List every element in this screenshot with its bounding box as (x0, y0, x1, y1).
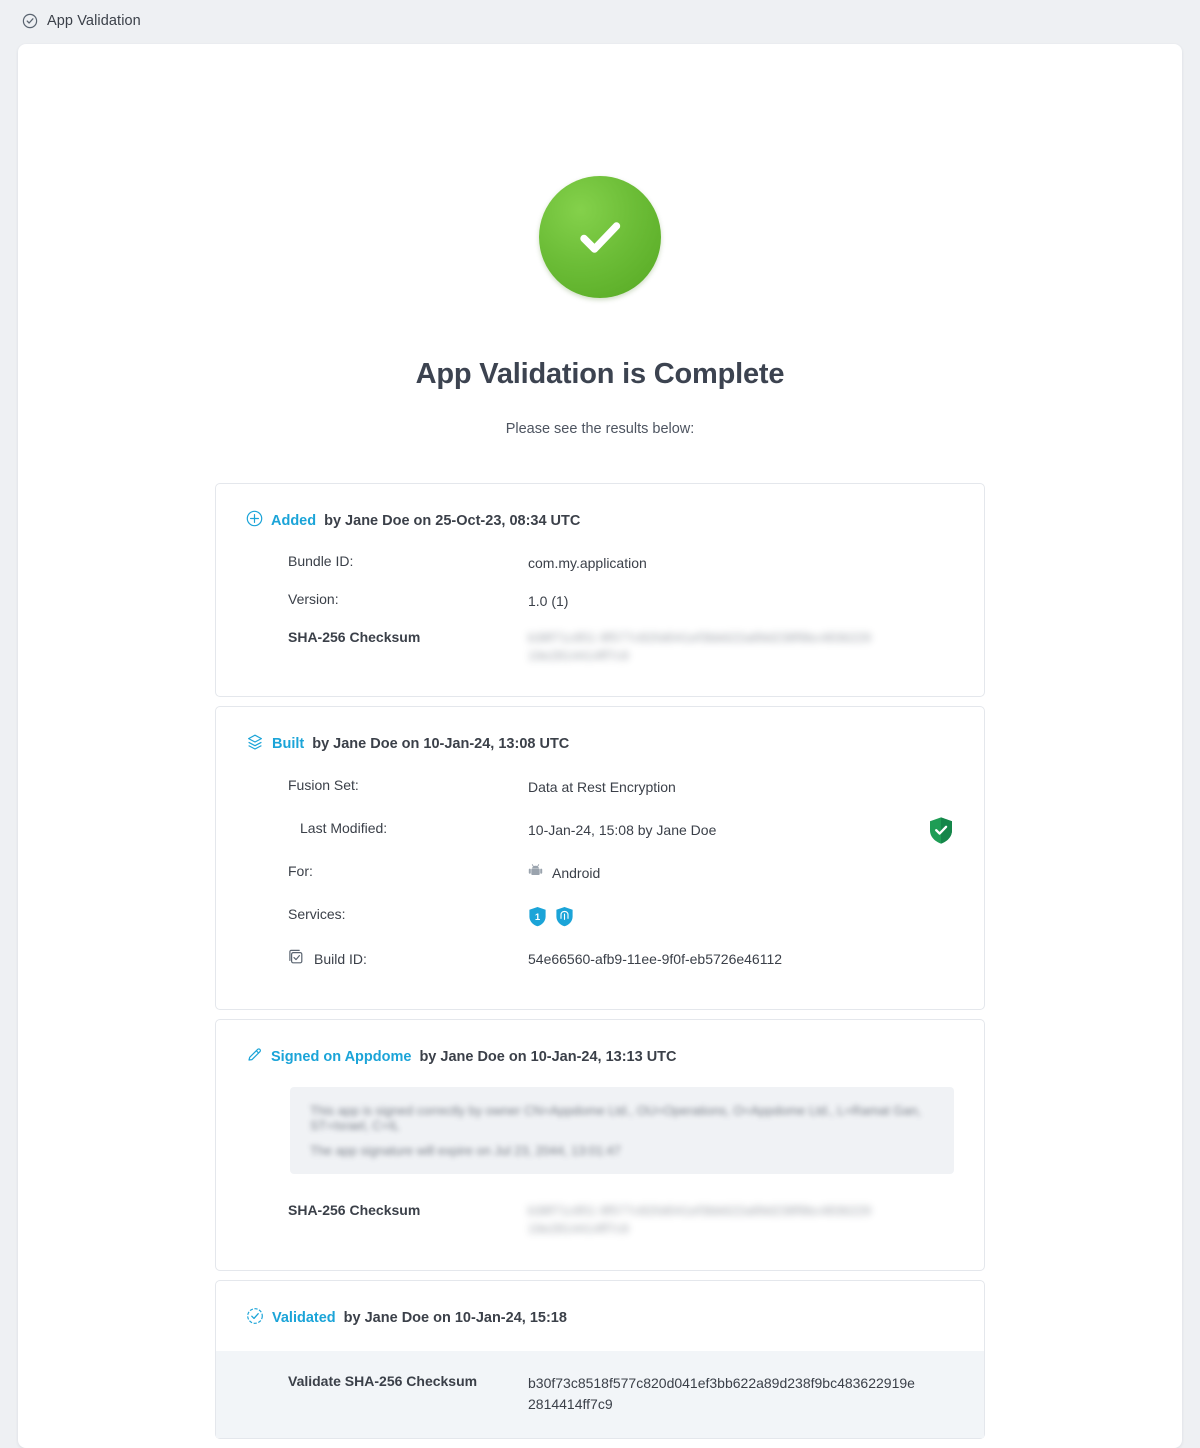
row-bundle-id (216, 553, 984, 582)
row-label: Validate SHA-256 Checksum (288, 1372, 478, 1389)
row-value (528, 1202, 954, 1238)
section-label: Added (271, 512, 317, 529)
section-meta: by Jane Doe on 10-Jan-24, 13:08 UTC (312, 736, 570, 753)
row-label-wrap (246, 949, 528, 969)
results-sections (215, 483, 985, 1439)
svg-text:1: 1 (534, 912, 541, 924)
section-validated (215, 1280, 985, 1439)
shield-one-icon[interactable] (528, 906, 547, 932)
row-validate-sha256 (216, 1351, 984, 1438)
plus-circle-icon (246, 510, 263, 531)
row-label: SHA-256 Checksum (288, 1202, 421, 1219)
success-check-icon (539, 176, 661, 298)
hero (18, 44, 1182, 437)
page-title: App Validation (47, 13, 141, 29)
row-label: Fusion Set: (288, 777, 359, 794)
row-value: com.my.application (528, 555, 647, 571)
section-added (215, 483, 985, 697)
check-circle-icon (22, 13, 38, 29)
section-header (216, 504, 984, 531)
signature-line-2: The app signature will expire on Jul 23, 2044, 13:01:47 (310, 1143, 621, 1159)
row-label: For: (288, 863, 313, 880)
main-card (18, 44, 1182, 1448)
row-services (216, 906, 984, 935)
row-sha256-checksum (216, 629, 984, 665)
hero-subtitle: Please see the results below: (505, 421, 695, 437)
row-value (528, 863, 954, 883)
signature-info-box (290, 1087, 954, 1174)
platform-label: Android (552, 865, 601, 882)
row-label: Services: (288, 906, 346, 923)
row-fusion-set (216, 777, 984, 806)
section-meta: by Jane Doe on 10-Jan-24, 13:13 UTC (419, 1048, 677, 1065)
section-rows (216, 553, 984, 665)
row-value (528, 906, 954, 932)
pen-icon (246, 1046, 263, 1067)
build-id-icon (288, 949, 305, 969)
section-meta: by Jane Doe on 25-Oct-23, 08:34 UTC (324, 512, 581, 529)
row-label: Bundle ID: (288, 553, 354, 569)
shield-check-icon (928, 816, 954, 850)
section-rows (216, 777, 984, 978)
validated-check-icon (246, 1307, 264, 1329)
section-built (215, 706, 985, 1010)
signature-line-1: This app is signed correctly by owner CN=Appdome Ltd., OU=Operations, O=Appdome Ltd., L=Ramat Gan, ST=Israel, C=IL (310, 1103, 922, 1134)
row-build-id (216, 949, 984, 978)
checksum-blurred-value: b38f71c851 8f577c820d041ef3bb622a89d238f9bc4836229 19e2814414ff7c9 (528, 631, 872, 664)
row-version (216, 591, 984, 620)
row-label: SHA-256 Checksum (288, 629, 421, 645)
row-label: Last Modified: (300, 820, 388, 837)
row-value: 54e66560-afb9-11ee-9f0f-eb5726e46112 (528, 951, 783, 968)
row-label: Version: (288, 591, 339, 607)
section-header (216, 1040, 984, 1067)
row-value (528, 629, 954, 665)
android-icon (528, 863, 543, 883)
row-last-modified (216, 820, 984, 849)
section-label: Built (272, 736, 305, 753)
section-meta: by Jane Doe on 10-Jan-24, 15:18 (343, 1309, 567, 1326)
build-layers-icon (246, 733, 264, 755)
section-header (216, 1301, 984, 1329)
topbar (0, 0, 1200, 42)
section-rows (216, 1202, 984, 1238)
row-value: Data at Rest Encryption (528, 779, 676, 796)
row-value: b30f73c8518f577c820d041ef3bb622a89d238f9bc483622919e2814414ff7c9 (528, 1374, 915, 1413)
row-label: Build ID: (314, 951, 367, 968)
row-for-platform (216, 863, 984, 892)
row-value: 10-Jan-24, 15:08 by Jane Doe (528, 822, 717, 839)
checksum-blurred-value: b38f71c851 8f577c820d041ef3bb622a89d238f9bc4836229 19e2814414ff7c9 (528, 1204, 872, 1237)
row-value: 1.0 (1) (528, 593, 569, 609)
section-signed (215, 1019, 985, 1270)
shield-fingerprint-icon[interactable] (555, 906, 574, 932)
section-label: Validated (272, 1309, 336, 1326)
row-sha256-checksum (216, 1202, 984, 1238)
hero-title: App Validation is Complete (415, 358, 785, 390)
section-header (216, 727, 984, 755)
section-label: Signed on Appdome (271, 1048, 412, 1065)
